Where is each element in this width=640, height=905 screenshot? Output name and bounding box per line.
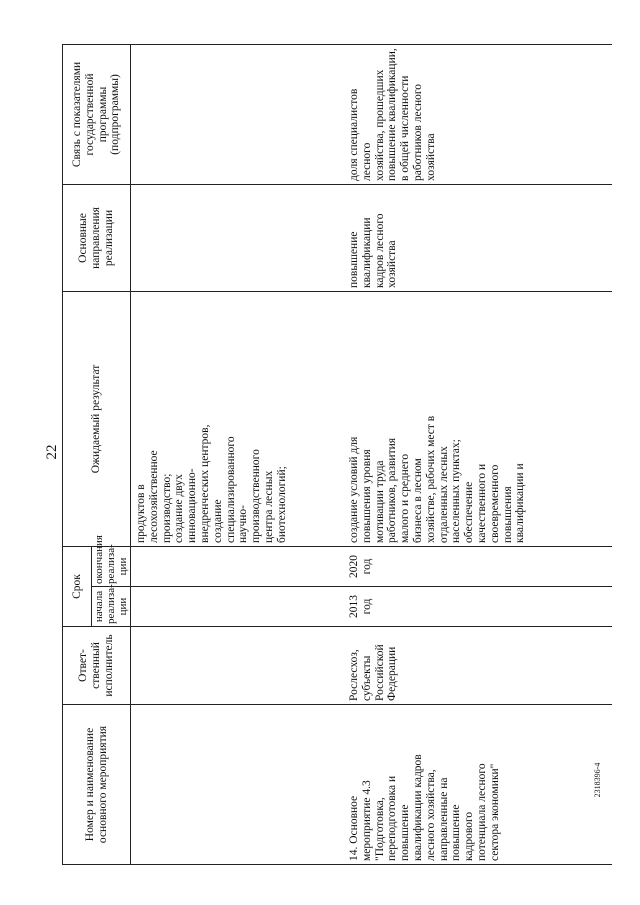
table-row-continued [131,44,345,864]
measures-table [62,44,612,865]
cell-term-start: 2013 год [344,587,612,627]
cell-term-end: 2020 год [344,546,612,586]
header-directions: Основные направления реализации [63,184,131,291]
cell-result: создание условий для повышения уровня мотивации труда работников, развития малого и среднего бизнеса в лесном хозяйстве, рабочих мест в отдаленных лесных населенных пунктах; обеспечение качественного и своевременного повышения квалификации и [344,291,612,546]
cell-link: доля специалистов лесного хозяйства, прошедших повышение квалификации, в общей численности работников лесного хозяйства [344,44,612,184]
cell-empty [131,546,345,586]
table-header [63,44,131,864]
cell-empty [131,627,345,705]
cell-result-continued: продуктов в лесохозяйственное производство; создание двух инновационно- внедренческих центров, создание специализированного научно- производственного центра лесных биотехнологий; [131,291,345,546]
header-term-start: начала реализа-ции [92,587,131,627]
cell-measure-name: 14. Основное мероприятие 4.3 "Подготовка, переподготовка и повышение квалификации кадров лесного хозяйства, направленные на повышение кадрового потенциала лесного сектора экономики" [344,705,612,865]
header-result: Ожидаемый результат [63,291,131,546]
header-term-end: окончания реализа-ции [92,546,131,586]
document-code: 2318396-4 [593,762,602,798]
cell-responsible: Рослесхоз, субъекты Российской Федерации [344,627,612,705]
cell-empty [131,705,345,865]
header-number-name: Номер и наименование основного мероприятия [63,705,131,865]
cell-directions: повышение квалификации кадров лесного хозяйства [344,184,612,291]
header-responsible: Ответ-ственный исполнитель [63,627,131,705]
cell-empty [131,587,345,627]
cell-empty [131,184,345,291]
table-row-14 [344,44,612,864]
measures-table-rotated [62,45,602,865]
cell-empty [131,44,345,184]
header-link: Связь с показателями государственной программы (подпрограммы) [63,44,131,184]
header-term: Срок [63,546,92,626]
page-number: 22 [44,444,60,460]
